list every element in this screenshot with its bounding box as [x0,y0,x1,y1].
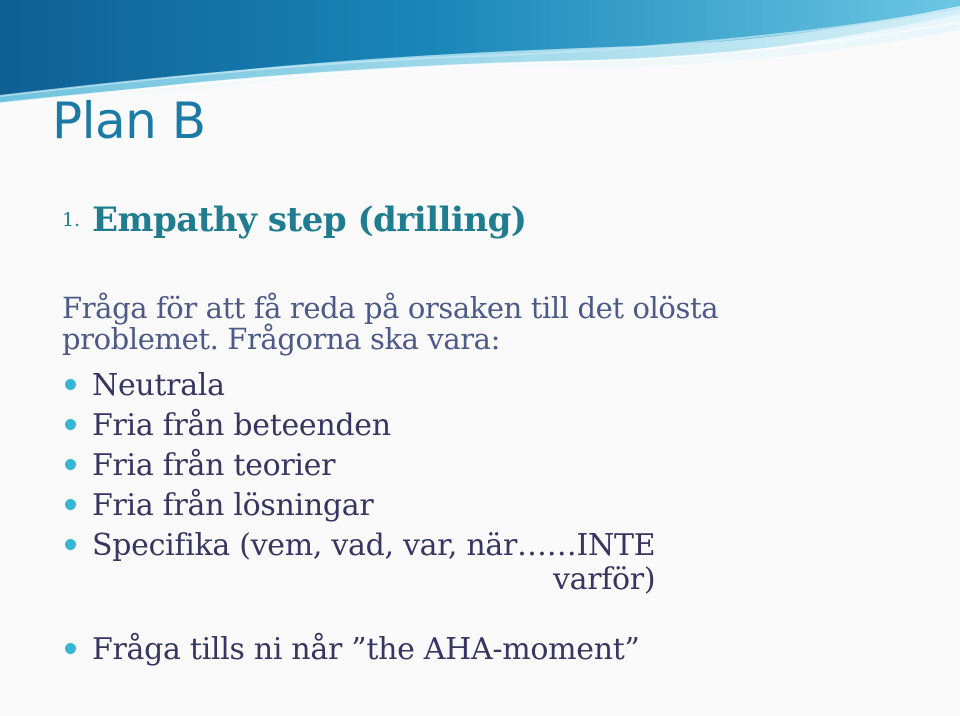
bullet-dot-icon [65,459,76,470]
bullet-item [62,406,655,446]
bullet-text-line2: varför) [552,562,656,597]
step-heading [62,200,526,240]
intro-paragraph: Fråga för att få reda på orsaken till det olösta problemet. Frågorna ska vara: [62,291,719,356]
bullet-dot-icon [65,643,76,654]
bullet-item [62,446,655,486]
bullet-item [62,366,655,406]
bullet-text-line1: Specifika (vem, vad, var, när……INTE [92,528,656,563]
final-bullet [62,630,640,670]
bullet-text: Fria från teorier [92,448,336,483]
bullet-dot-icon [65,539,76,550]
bullet-dot-icon [65,499,76,510]
step-heading-text: Empathy step (drilling) [92,200,527,240]
bullet-text: Fria från lösningar [92,488,374,523]
slide-title: Plan B [52,92,206,150]
bullet-dot-icon [65,419,76,430]
bullet-item-specifika [62,526,655,600]
criteria-bullet-list [62,366,655,600]
bullet-text: Neutrala [92,368,225,403]
bullet-item [62,486,655,526]
bullet-text: Fria från beteenden [92,408,391,443]
bullet-dot-icon [65,379,76,390]
final-bullet-text: Fråga tills ni når ”the AHA-moment” [92,632,640,667]
step-number: 1. [62,209,81,231]
